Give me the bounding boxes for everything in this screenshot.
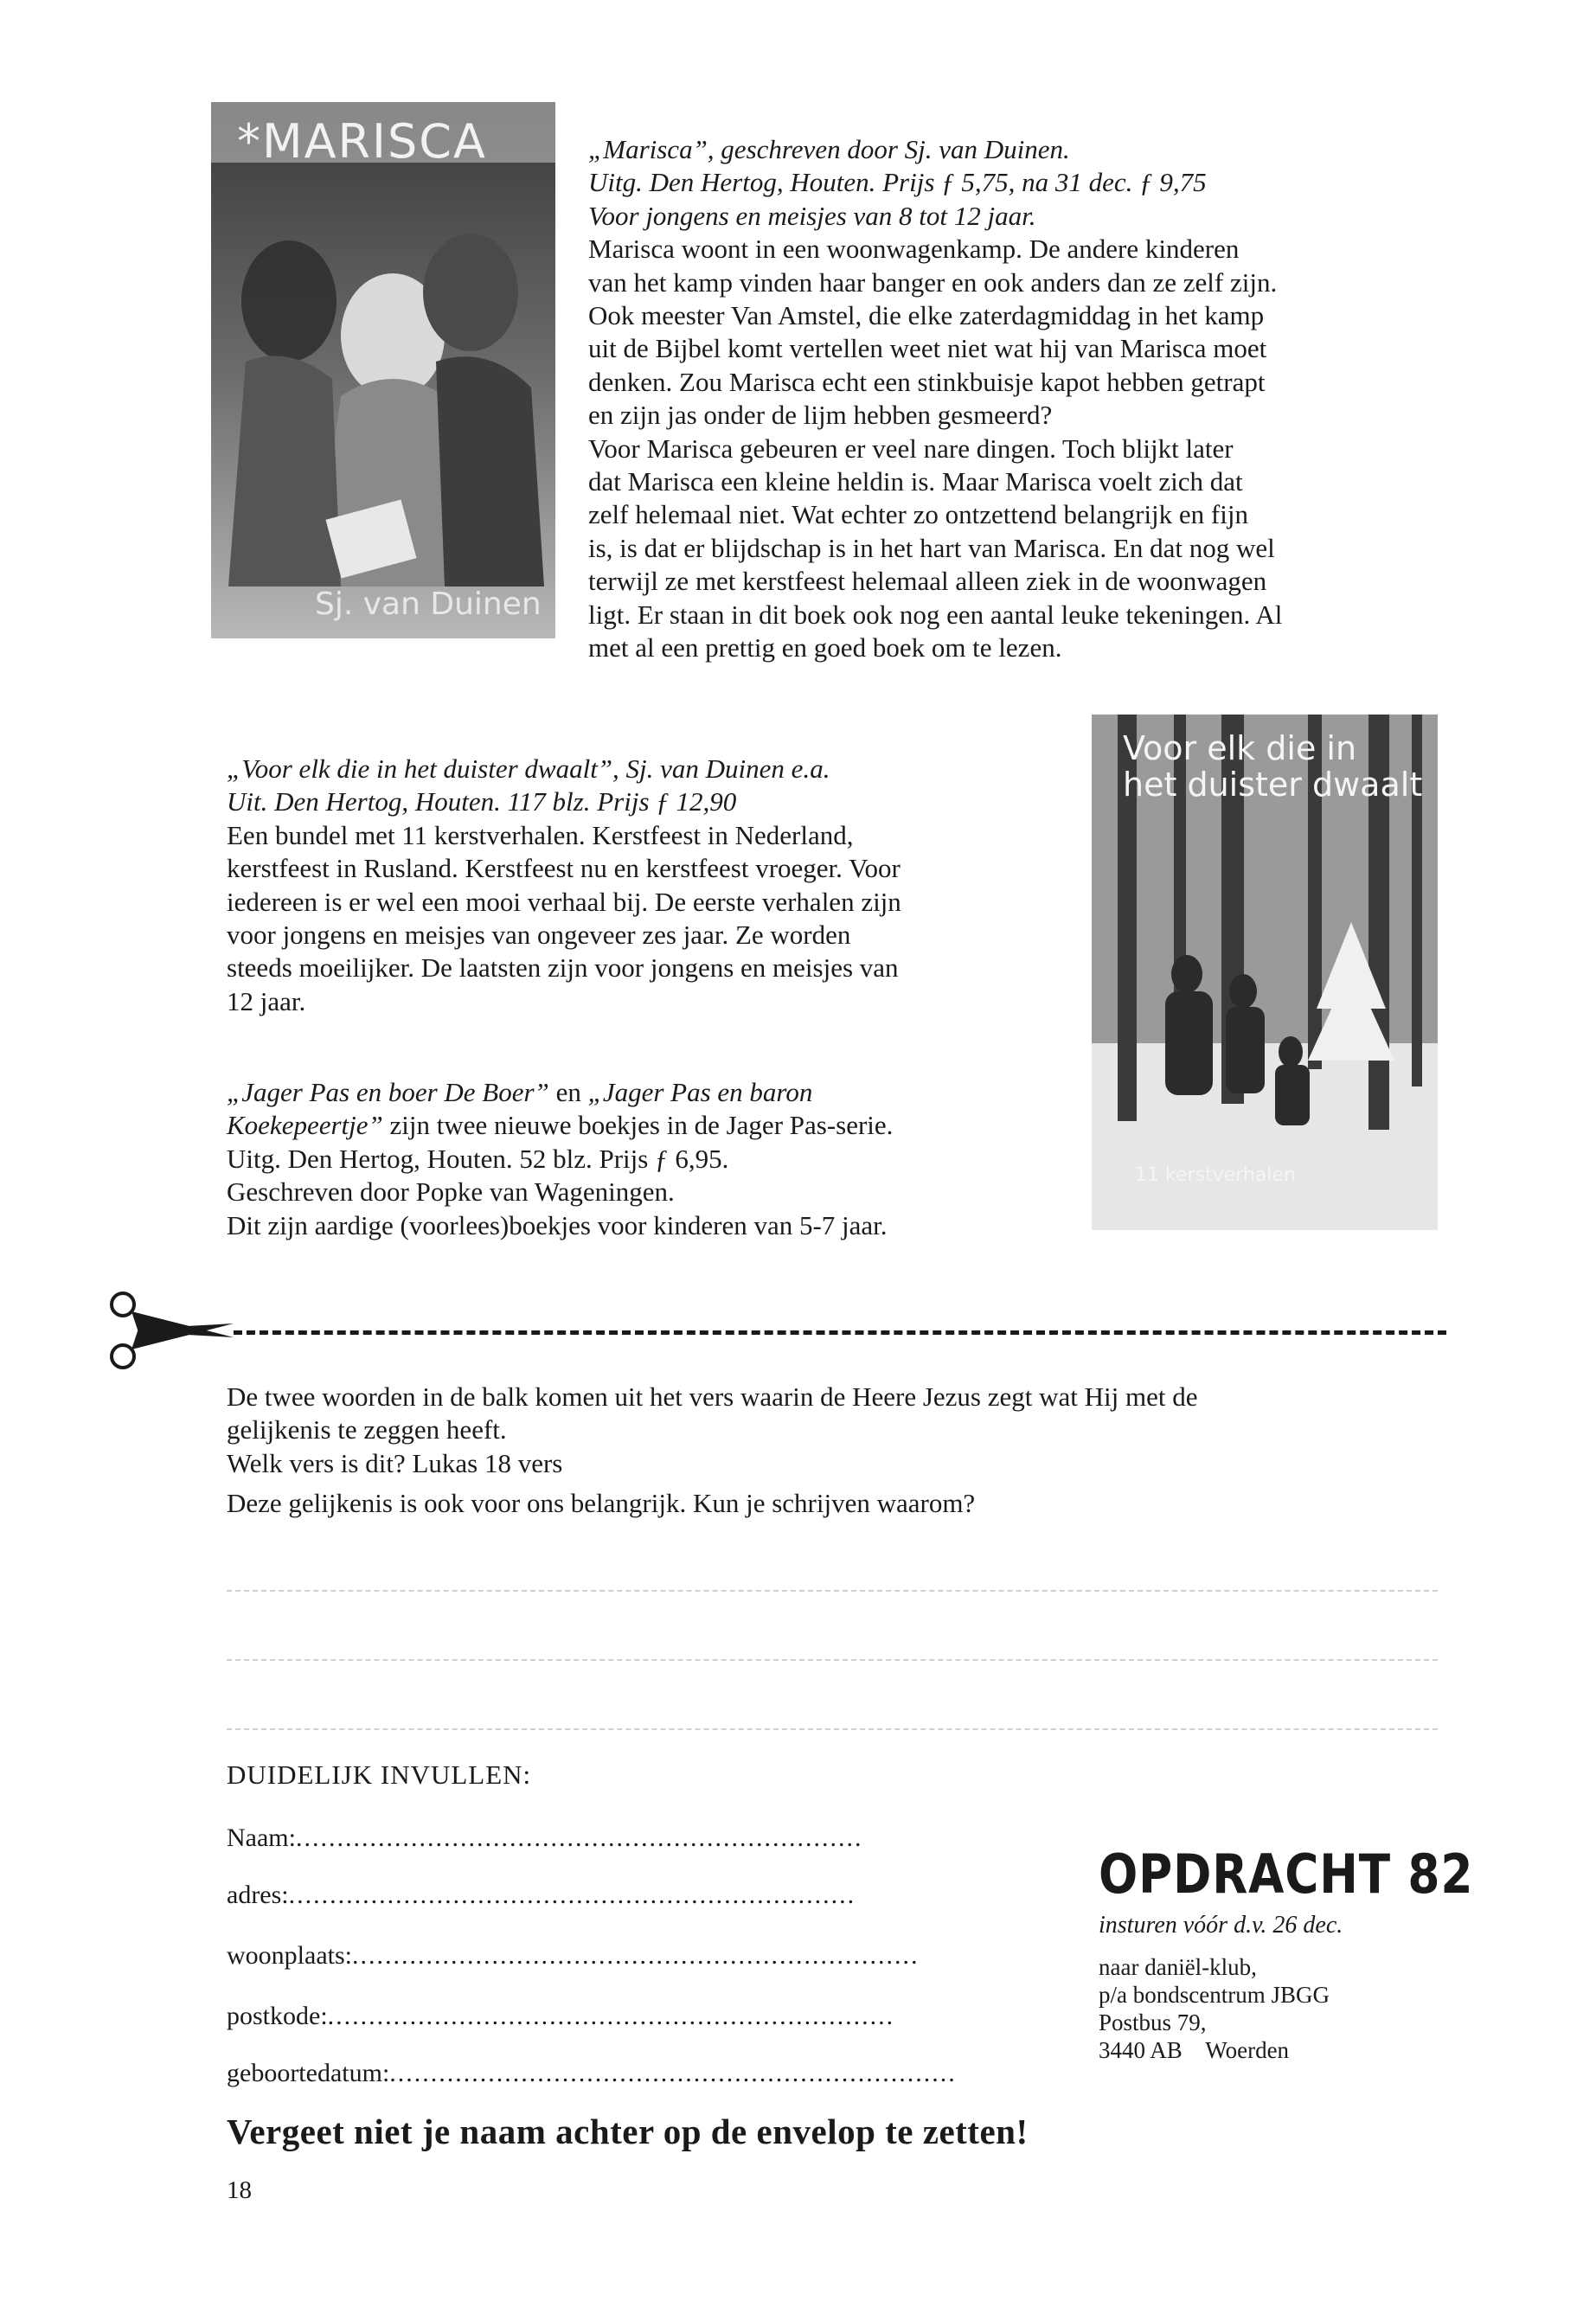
cover-title-line: het duister dwaalt <box>1123 766 1423 804</box>
assignment-deadline: insturen vóór d.v. 26 dec. <box>1099 1912 1343 1939</box>
address-line: naar daniël-klub, <box>1099 1954 1257 1980</box>
field-label: woonplaats: <box>227 1941 352 1970</box>
review-head-line: „Marisca”, geschreven door Sj. van Duinen. <box>588 134 1070 164</box>
question-line: Welk vers is dit? Lukas 18 vers <box>227 1447 563 1478</box>
book-title: „Jager Pas en baron <box>587 1077 813 1107</box>
scissors-icon <box>104 1287 242 1374</box>
review-head-line: Voor jongens en meisjes van 8 tot 12 jaar. <box>588 200 1036 231</box>
review-body-line: 12 jaar. <box>227 985 306 1016</box>
review-body-line: Marisca woont in een woonwagenkamp. De andere kinderen <box>588 234 1240 265</box>
review-body-line: is, is dat er blijdschap is in het hart van Marisca. En dat nog wel <box>588 532 1275 563</box>
cover-author: Sj. van Duinen <box>315 586 542 622</box>
envelope-reminder: Vergeet niet je naam achter op de envelop te zetten! <box>227 2112 1029 2151</box>
address-line: p/a bondscentrum JBGG <box>1099 1982 1330 2008</box>
field-label: geboortedatum: <box>227 2059 390 2087</box>
mailing-address <box>1099 1953 1330 2064</box>
review-body-line: steeds moeilijker. De laatsten zijn voor jongens en meisjes van <box>227 952 899 984</box>
review-body-line: voor jongens en meisjes van ongeveer zes jaar. Ze worden <box>227 920 851 951</box>
answer-line[interactable] <box>227 1659 1438 1661</box>
question-line: Deze gelijkenis is ook voor ons belangrijk. Kun je schrijven waarom? <box>227 1488 976 1519</box>
assignment-title: OPDRACHT 82 <box>1099 1843 1474 1906</box>
question-line: gelijkenis te zeggen heeft. <box>227 1414 507 1445</box>
question-block <box>227 1381 1438 1521</box>
review-head-line <box>227 1109 1074 1142</box>
review-body-line: Geschreven door Popke van Wageningen. <box>227 1176 675 1208</box>
book-title: „Jager Pas en boer De Boer” <box>227 1077 549 1107</box>
address-line: Postbus 79, <box>1099 2009 1207 2035</box>
field-label: adres: <box>227 1881 289 1909</box>
review-head-line: „Voor elk die in het duister dwaalt”, Sj. van Duinen e.a. <box>227 753 830 784</box>
review-text: zijn twee nieuwe boekjes in de Jager Pas-serie. <box>382 1110 894 1141</box>
review-body-line: Ook meester Van Amstel, die elke zaterdagmiddag in het kamp <box>588 300 1265 331</box>
review-duister <box>227 753 1074 1018</box>
form-heading: DUIDELIJK INVULLEN: <box>227 1759 532 1790</box>
cover-subtitle: 11 kerstverhalen <box>1135 1164 1296 1186</box>
city-field[interactable]: woonplaats:..................................................................... <box>227 1941 920 1970</box>
review-body-line: iedereen is er wel een mooi verhaal bij. De eerste verhalen zijn <box>227 886 901 917</box>
cover-title: *MARISCA <box>237 114 487 169</box>
page-number: 18 <box>227 2176 252 2204</box>
field-label: Naam: <box>227 1823 296 1852</box>
answer-line[interactable] <box>227 1728 1438 1730</box>
review-head-line: Uitg. Den Hertog, Houten. Prijs ƒ 5,75, na 31 dec. ƒ 9,75 <box>588 167 1207 198</box>
review-body-line: ligt. Er staan in dit boek ook nog een aantal leuke tekeningen. Al <box>588 599 1283 630</box>
review-body-line: Voor Marisca gebeuren er veel nare dingen. Toch blijkt later <box>588 433 1234 464</box>
question-line: De twee woorden in de balk komen uit het vers waarin de Heere Jezus zegt wat Hij met de <box>227 1381 1198 1412</box>
review-body-line: Een bundel met 11 kerstverhalen. Kerstfeest in Nederland, <box>227 819 854 850</box>
review-body-line: dat Marisca een kleine heldin is. Maar Marisca voelt zich dat <box>588 466 1243 497</box>
review-body-line: en zijn jas onder de lijm hebben gesmeerd? <box>588 400 1053 431</box>
book-title: Koekepeertje” <box>227 1110 383 1141</box>
review-body-line: denken. Zou Marisca echt een stinkbuisje kapot hebben getrapt <box>588 366 1266 397</box>
cover-title <box>1123 730 1422 803</box>
birthdate-field[interactable]: geboortedatum:..................................................................... <box>227 2059 957 2087</box>
review-body-line: kerstfeest in Rusland. Kerstfeest nu en kerstfeest vroeger. Voor <box>227 853 901 884</box>
review-marisca <box>588 133 1436 665</box>
review-body-line: van het kamp vinden haar banger en ook anders dan ze zelf zijn. <box>588 266 1278 298</box>
review-body-line: Uitg. Den Hertog, Houten. 52 blz. Prijs ƒ 6,95. <box>227 1143 729 1174</box>
review-jager-pas <box>227 1076 1074 1242</box>
postcode-field[interactable]: postkode:..................................................................... <box>227 2002 895 2030</box>
cut-line <box>234 1330 1446 1335</box>
book-cover-duister <box>1092 715 1438 1230</box>
review-body-line: zelf helemaal niet. Wat echter zo ontzettend belangrijk en fijn <box>588 499 1248 530</box>
review-body-line: terwijl ze met kerstfeest helemaal alleen ziek in de woonwagen <box>588 566 1267 597</box>
address-line: 3440 AB Woerden <box>1099 2037 1290 2063</box>
review-body-line: Dit zijn aardige (voorlees)boekjes voor kinderen van 5-7 jaar. <box>227 1209 888 1240</box>
answer-line[interactable] <box>227 1590 1438 1592</box>
conjunction: en <box>548 1077 588 1107</box>
field-label: postkode: <box>227 2002 328 2030</box>
cover-title-line: Voor elk die in <box>1123 729 1357 767</box>
review-body-line: uit de Bijbel komt vertellen weet niet wat hij van Marisca moet <box>588 333 1267 364</box>
address-field[interactable]: adres:..................................................................... <box>227 1881 856 1909</box>
review-head-line <box>227 1076 1074 1109</box>
name-field[interactable]: Naam:..................................................................... <box>227 1823 863 1852</box>
review-body-line: met al een prettig en goed boek om te lezen. <box>588 632 1062 663</box>
review-head-line: Uit. Den Hertog, Houten. 117 blz. Prijs ƒ 12,90 <box>227 786 737 817</box>
book-cover-marisca <box>211 102 555 638</box>
